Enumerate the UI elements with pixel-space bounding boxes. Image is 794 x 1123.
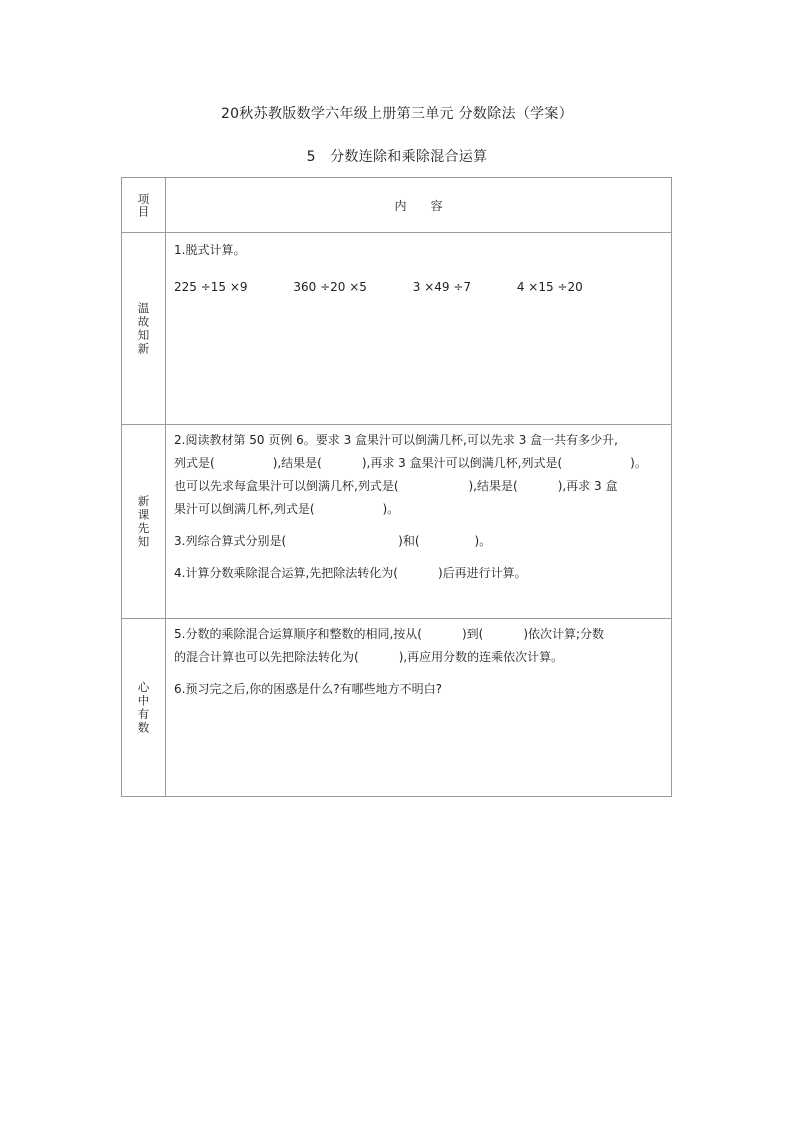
q2-text: 列式是( (174, 456, 215, 470)
q5-line-1 (174, 623, 671, 646)
q1-expr-1: 225 ÷15 ×9 (174, 280, 248, 294)
section-label-review: 温故知新 (136, 301, 151, 356)
reflection-content (166, 619, 672, 797)
q1-expr-4: 4 ×15 ÷20 (516, 280, 583, 294)
q5-text: 的混合计算也可以先把除法转化为( (174, 650, 359, 664)
section-row-review (122, 233, 672, 425)
q2-text: ),再求 3 盒 (557, 479, 618, 493)
section-label-cell (122, 425, 166, 619)
q2-text: ),再求 3 盒果汁可以倒满几杯,列式是( (361, 456, 563, 470)
document-subtitle: 5 分数连除和乘除混合运算 (306, 149, 488, 165)
q1-expr-3: 3 ×49 ÷7 (412, 280, 472, 294)
q2-line-2 (174, 452, 671, 475)
q2-text: )。 (382, 502, 400, 516)
q4-text: 4.计算分数乘除混合运算,先把除法转化为( (174, 566, 398, 580)
q5-line-2 (174, 646, 671, 669)
q1-expr-2: 360 ÷20 ×5 (293, 280, 367, 294)
q5-text: ),再应用分数的连乘依次计算。 (398, 650, 564, 664)
q5-text: )到( (461, 627, 484, 641)
review-content (166, 233, 672, 425)
header-item-label: 项目 (136, 192, 151, 218)
q5-text: 5.分数的乘除混合运算顺序和整数的相同,按从( (174, 627, 422, 641)
section-label-cell (122, 619, 166, 797)
section-label-reflection: 心中有数 (136, 680, 151, 735)
q2-line-1: 2.阅读教材第 50 页例 6。要求 3 盒果汁可以倒满几杯,可以先求 3 盒一共有多少升, (174, 433, 618, 447)
q3-line (174, 530, 671, 553)
header-content-label: 内 容 (166, 178, 672, 233)
q3-text: )和( (398, 534, 420, 548)
header-item-cell (122, 178, 166, 233)
document-title: 20秋苏教版数学六年级上册第三单元 分数除法（学案） (220, 106, 574, 122)
q4-text: )后再进行计算。 (437, 566, 527, 580)
q3-text: )。 (474, 534, 492, 548)
section-label-cell (122, 233, 166, 425)
q2-text: ),结果是( (468, 479, 518, 493)
q2-text: )。 (630, 456, 647, 470)
q1-title: 1.脱式计算。 (174, 243, 246, 257)
q2-text: 也可以先求每盒果汁可以倒满几杯,列式是( (174, 479, 399, 493)
header-row (122, 178, 672, 233)
preview-content (166, 425, 672, 619)
q4-line (174, 562, 671, 585)
section-label-preview: 新课先知 (136, 494, 151, 549)
q5-text: )依次计算;分数 (523, 627, 605, 641)
q6-line: 6.预习完之后,你的困惑是什么?有哪些地方不明白? (174, 682, 443, 696)
section-row-reflection (122, 619, 672, 797)
q2-line-3 (174, 475, 671, 498)
q2-line-4 (174, 498, 671, 521)
q2-text: ),结果是( (272, 456, 322, 470)
q1-expressions (174, 276, 671, 299)
q3-text: 3.列综合算式分别是( (174, 534, 287, 548)
q2-text: 果汁可以倒满几杯,列式是( (174, 502, 315, 516)
study-plan-table (121, 177, 672, 797)
section-row-preview (122, 425, 672, 619)
